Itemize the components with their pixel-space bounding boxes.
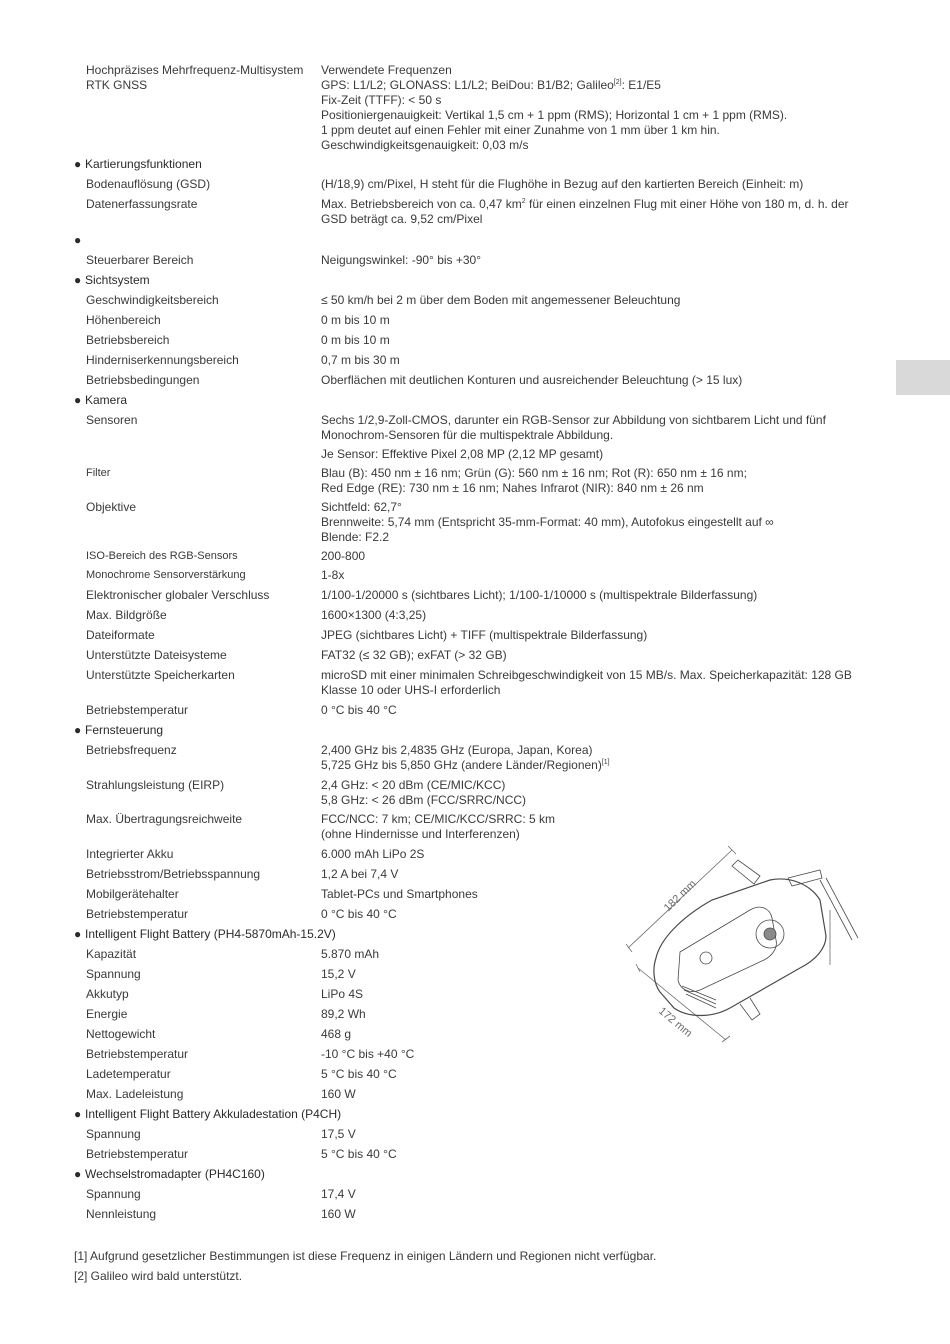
spec-value (321, 778, 866, 808)
section-heading (74, 723, 163, 738)
value-line: Brennweite: 5,74 mm (Entspricht 35-mm-Format: 40 mm), Autofokus eingestellt auf ∞ (321, 515, 774, 529)
spec-label: Unterstützte Dateisysteme (86, 648, 227, 662)
spec-label: Steuerbarer Bereich (86, 253, 194, 267)
gnss-value-line: Positioniergenauigkeit: Vertikal 1,5 cm + 1 ppm (RMS); Horizontal 1 cm + 1 ppm (RMS). (321, 108, 788, 122)
spec-value: ≤ 50 km/h bei 2 m über dem Boden mit angemessener Beleuchtung (321, 293, 681, 307)
gnss-label-line: RTK GNSS (86, 78, 148, 92)
spec-label: Betriebsstrom/Betriebsspannung (86, 867, 261, 881)
footnote: [2] Galileo wird bald unterstützt. (74, 1269, 243, 1283)
value-line (321, 197, 866, 212)
spec-label: Geschwindigkeitsbereich (86, 293, 219, 307)
section-heading (74, 927, 336, 942)
value-line: (ohne Hindernisse und Interferenzen) (321, 827, 520, 841)
value-line (321, 758, 866, 773)
gnss-value-line: Fix-Zeit (TTFF): < 50 s (321, 93, 442, 107)
spec-value (321, 743, 866, 773)
spec-label: Mobilgerätehalter (86, 887, 179, 901)
spec-label: Kapazität (86, 947, 137, 961)
spec-value: 6.000 mAh LiPo 2S (321, 847, 425, 861)
bullet-icon: ● (74, 393, 82, 407)
spec-value: 1,2 A bei 7,4 V (321, 867, 399, 881)
value-text: Max. Betriebsbereich von ca. 0,47 km (321, 197, 522, 211)
spec-label: Filter (86, 467, 111, 479)
footnote: [1] Aufgrund gesetzlicher Bestimmungen ist diese Frequenz in einigen Ländern und Regionen nicht verfügbar. (74, 1249, 657, 1263)
value-line: Klasse 10 oder UHS-I erforderlich (321, 683, 501, 697)
spec-label: Spannung (86, 1187, 141, 1201)
spec-label: Spannung (86, 1127, 141, 1141)
section-heading (74, 393, 127, 408)
spec-value: 0 m bis 10 m (321, 333, 390, 347)
spec-value: 160 W (321, 1087, 356, 1101)
gnss-value-line: 1 ppm deutet auf einen Fehler mit einer Zunahme von 1 mm über 1 km hin. (321, 123, 720, 137)
spec-value (321, 500, 866, 545)
spec-label: Energie (86, 1007, 128, 1021)
section-title: Intelligent Flight Battery Akkuladestation (P4CH) (85, 1107, 342, 1121)
spec-value (321, 197, 866, 227)
spec-label: Betriebsbedingungen (86, 373, 200, 387)
spec-value: Tablet-PCs und Smartphones (321, 887, 478, 901)
bullet-icon: ● (74, 1167, 82, 1181)
spec-value: 0,7 m bis 30 m (321, 353, 400, 367)
remote-controller-illustration (620, 840, 870, 1060)
bullet-icon: ● (74, 1107, 82, 1121)
spec-label: Akkutyp (86, 987, 129, 1001)
value-line: Neigungswinkel: -90° bis +30° (321, 253, 482, 267)
value-line: FCC/NCC: 7 km; CE/MIC/KCC/SRRC: 5 km (321, 812, 556, 826)
value-line: microSD mit einer minimalen Schreibgeschwindigkeit von 15 MB/s. Max. Speicherkapazität: 128 GB (321, 668, 852, 682)
section-title: Intelligent Flight Battery (PH4-5870mAh-15.2V) (85, 927, 336, 941)
section-title: Kamera (85, 393, 128, 407)
spec-value: 5 °C bis 40 °C (321, 1147, 397, 1161)
spec-label: Objektive (86, 500, 137, 514)
section-heading (74, 157, 202, 172)
section-title: Fernsteuerung (85, 723, 164, 737)
spec-label: Bodenauflösung (GSD) (86, 177, 211, 191)
spec-label: Strahlungsleistung (EIRP) (86, 778, 225, 792)
footnote-ref: [2] (613, 79, 622, 86)
spec-value: 5.870 mAh (321, 947, 380, 961)
spec-value: Oberflächen mit deutlichen Konturen und ausreichender Beleuchtung (> 15 lux) (321, 373, 743, 387)
spec-value: 0 °C bis 40 °C (321, 907, 397, 921)
section-heading (74, 1167, 265, 1182)
spec-value: 200-800 (321, 549, 366, 563)
spec-value (321, 63, 866, 153)
spec-value: JPEG (sichtbares Licht) + TIFF (multispektrale Bilderfassung) (321, 628, 648, 642)
bullet-icon: ● (74, 233, 82, 247)
spec-value: 0 °C bis 40 °C (321, 703, 397, 717)
spec-label: Betriebsfrequenz (86, 743, 177, 757)
spec-label: Monochrome Sensorverstärkung (86, 569, 246, 581)
spec-value: 15,2 V (321, 967, 356, 981)
spec-value (321, 413, 866, 462)
spec-label: Betriebstemperatur (86, 1047, 189, 1061)
spec-label: ISO-Bereich des RGB-Sensors (86, 550, 238, 562)
spec-value: FAT32 (≤ 32 GB); exFAT (> 32 GB) (321, 648, 507, 662)
spec-value: 160 W (321, 1207, 356, 1221)
spec-label: Ladetemperatur (86, 1067, 171, 1081)
gnss-label-line: Hochpräzises Mehrfrequenz-Multisystem (86, 63, 304, 77)
spec-value (321, 812, 866, 842)
spec-value: LiPo 4S (321, 987, 364, 1001)
value-line: 2,400 GHz bis 2,4835 GHz (Europa, Japan, Korea) (321, 743, 593, 757)
value-line: (H/18,9) cm/Pixel, H steht für die Flughöhe in Bezug auf den kartierten Bereich (Einheit: m) (321, 177, 804, 191)
spec-label (86, 63, 316, 93)
spec-label: Datenerfassungsrate (86, 197, 198, 211)
value-text: für einen einzelnen Flug mit einer Höhe von 180 m, d. h. der (525, 197, 849, 211)
footnote-ref: [1] (601, 759, 610, 766)
spec-label: Betriebstemperatur (86, 703, 189, 717)
dimension-label-top: 182 mm (661, 877, 699, 915)
spec-label: Max. Bildgröße (86, 608, 167, 622)
spec-value: 17,5 V (321, 1127, 356, 1141)
gnss-value-line: Geschwindigkeitsgenauigkeit: 0,03 m/s (321, 138, 529, 152)
spec-value: 89,2 Wh (321, 1007, 366, 1021)
spec-label: Nettogewicht (86, 1027, 156, 1041)
spec-value (321, 253, 866, 268)
bullet-icon: ● (74, 273, 82, 287)
spec-label: Max. Übertragungsreichweite (86, 812, 243, 826)
gnss-value-line: Verwendete Frequenzen (321, 63, 452, 77)
spec-label: Max. Ladeleistung (86, 1087, 184, 1101)
spec-value: -10 °C bis +40 °C (321, 1047, 415, 1061)
value-line: Je Sensor: Effektive Pixel 2,08 MP (2,12 MP gesamt) (321, 447, 604, 461)
spec-label: Sensoren (86, 413, 138, 427)
spec-label: Unterstützte Speicherkarten (86, 668, 235, 682)
spec-label: Betriebstemperatur (86, 1147, 189, 1161)
spec-label: Höhenbereich (86, 313, 161, 327)
gnss-value-line (321, 78, 866, 93)
spec-value: 468 g (321, 1027, 352, 1041)
section-heading (74, 1107, 341, 1122)
spec-value (321, 466, 866, 496)
spec-label: Nennleistung (86, 1207, 157, 1221)
spec-value: 1/100-1/20000 s (sichtbares Licht); 1/100-1/10000 s (multispektrale Bilderfassung) (321, 588, 758, 602)
gnss-systems-text: GPS: L1/L2; GLONASS: L1/L2; BeiDou: B1/B2; Galileo (321, 78, 614, 92)
spec-value: 1600×1300 (4:3,25) (321, 608, 427, 622)
value-line: 5,8 GHz: < 26 dBm (FCC/SRRC/NCC) (321, 793, 527, 807)
dimension-label-bottom: 172 mm (656, 1005, 695, 1040)
bullet-icon: ● (74, 157, 82, 171)
value-line: Sechs 1/2,9-Zoll-CMOS, darunter ein RGB-Sensor zur Abbildung von sichtbarem Licht und fünf (321, 413, 826, 427)
gnss-galileo-bands: : E1/E5 (621, 78, 661, 92)
value-text: 5,725 GHz bis 5,850 GHz (andere Länder/Regionen) (321, 758, 602, 772)
section-title: Wechselstromadapter (PH4C160) (85, 1167, 265, 1181)
spec-value: 0 m bis 10 m (321, 313, 390, 327)
bullet-icon: ● (74, 723, 82, 737)
spec-value: 5 °C bis 40 °C (321, 1067, 397, 1081)
spec-label: Spannung (86, 967, 141, 981)
superscript: 2 (521, 198, 526, 205)
spec-value: 17,4 V (321, 1187, 356, 1201)
spec-label: Elektronischer globaler Verschluss (86, 588, 270, 602)
section-title: Sichtsystem (85, 273, 150, 287)
section-title: Kartierungsfunktionen (85, 157, 202, 171)
value-line: 2,4 GHz: < 20 dBm (CE/MIC/KCC) (321, 778, 506, 792)
spec-value (321, 668, 866, 698)
spec-value: 1-8x (321, 568, 345, 582)
value-line: Red Edge (RE): 730 nm ± 16 nm; Nahes Infrarot (NIR): 840 nm ± 26 nm (321, 481, 704, 495)
spec-label: Hinderniserkennungsbereich (86, 353, 239, 367)
value-line: Monochrom-Sensoren für die multispektrale Abbildung. (321, 428, 614, 442)
value-line: Sichtfeld: 62,7° (321, 500, 402, 514)
bullet-icon: ● (74, 927, 82, 941)
value-line: GSD beträgt ca. 9,52 cm/Pixel (321, 212, 483, 226)
spec-label: Betriebsbereich (86, 333, 170, 347)
spec-label: Betriebstemperatur (86, 907, 189, 921)
chapter-tab (896, 360, 950, 395)
value-line: Blau (B): 450 nm ± 16 nm; Grün (G): 560 nm ± 16 nm; Rot (R): 650 nm ± 16 nm; (321, 466, 747, 480)
value-line: Blende: F2.2 (321, 530, 390, 544)
section-heading (74, 273, 150, 288)
section-heading (74, 233, 85, 248)
spec-label: Integrierter Akku (86, 847, 174, 861)
spec-label: Dateiformate (86, 628, 155, 642)
spec-value (321, 177, 866, 192)
